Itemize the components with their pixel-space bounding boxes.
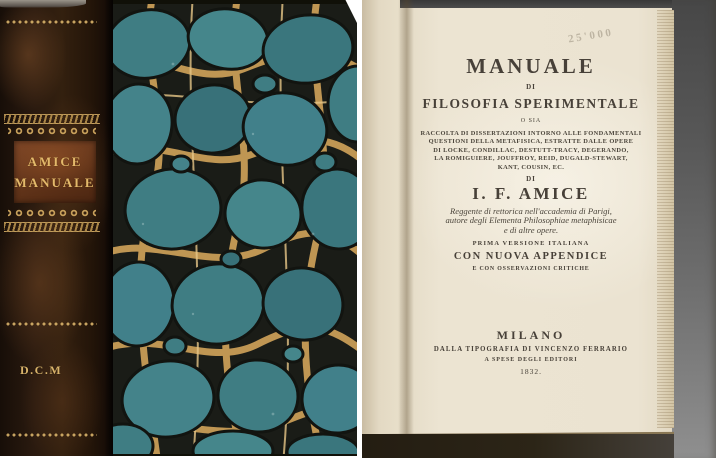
di-word-2: DI <box>526 175 536 183</box>
imprint-year: 1832. <box>520 367 542 376</box>
description-line: KANT, COUSIN, EC. <box>497 163 565 171</box>
edition-note: PRIMA VERSIONE ITALIANA <box>472 240 590 247</box>
marbled-paper-pattern <box>113 4 357 454</box>
di-word-1: DI <box>526 83 536 91</box>
author-title-line: e di altre opere. <box>503 224 559 235</box>
author-title-line: Reggente di rettorica nell'accademia di Parigi, <box>450 206 612 216</box>
gold-dotted-band-middle <box>5 321 97 327</box>
spine-headcap <box>0 0 86 8</box>
description-line: RACCOLTA DI DISSERTAZIONI INTORNO ALLE FONDAMENTALI <box>420 130 642 137</box>
o-sia-phrase: O SIA <box>520 118 542 124</box>
gold-chain-band-lower <box>8 208 96 218</box>
description-line: QUESTIONI DELLA METAFISICA, ESTRATTE DALLE OPERE <box>428 138 634 146</box>
leather-spine <box>0 0 113 456</box>
description-line: LA ROMIGUIERE, JOUFFROY, REID, DUGALD-STEWART, <box>434 155 628 163</box>
spine-title-label <box>14 141 96 203</box>
author-name: I. F. AMICE <box>472 184 590 203</box>
marbled-cover-board <box>113 4 357 454</box>
author-titles <box>406 207 656 235</box>
author-title-line: autore degli Elementa Philosophiae metaphisicae <box>445 215 617 226</box>
appendix-subnote: E CON OSSERVAZIONI CRITICHE <box>472 266 590 272</box>
spine-monogram-text: D.C.M <box>20 363 63 377</box>
book-exterior-photo <box>0 0 357 456</box>
spine-title-text: MANUALE <box>14 174 96 190</box>
description-line: DI LOCKE, CONDILLAC, DESTUTT-TRACY, DEGERANDO, <box>433 146 629 154</box>
imprint-city: MILANO <box>496 328 566 342</box>
book-subtitle: FILOSOFIA SPERIMENTALE <box>422 96 640 111</box>
gold-dotted-band-top <box>5 19 97 25</box>
imprint-publisher: DALLA TIPOGRAFIA DI VINCENZO FERRARIO <box>433 346 629 353</box>
imprint-funding: A SPESE DEGLI EDITORI <box>484 357 578 363</box>
title-page-photo <box>362 0 716 458</box>
spine-hinge-shadow <box>104 0 113 456</box>
gold-chain-band-upper <box>8 126 96 136</box>
title-page-text <box>406 0 656 458</box>
appendix-note: CON NUOVA APPENDICE <box>453 251 609 262</box>
page-fore-edge <box>657 10 674 428</box>
facing-flyleaf <box>362 0 400 458</box>
book-title: MANUALE <box>466 54 596 78</box>
spine-author-text: AMICE <box>27 153 83 169</box>
pencil-mark: 25'000 <box>567 26 615 46</box>
gold-dotted-band-bottom <box>5 432 97 438</box>
book-description <box>406 130 656 172</box>
gold-frieze-band-lower <box>4 222 100 232</box>
background-right-band <box>672 0 716 458</box>
gold-frieze-band-upper <box>4 114 100 124</box>
